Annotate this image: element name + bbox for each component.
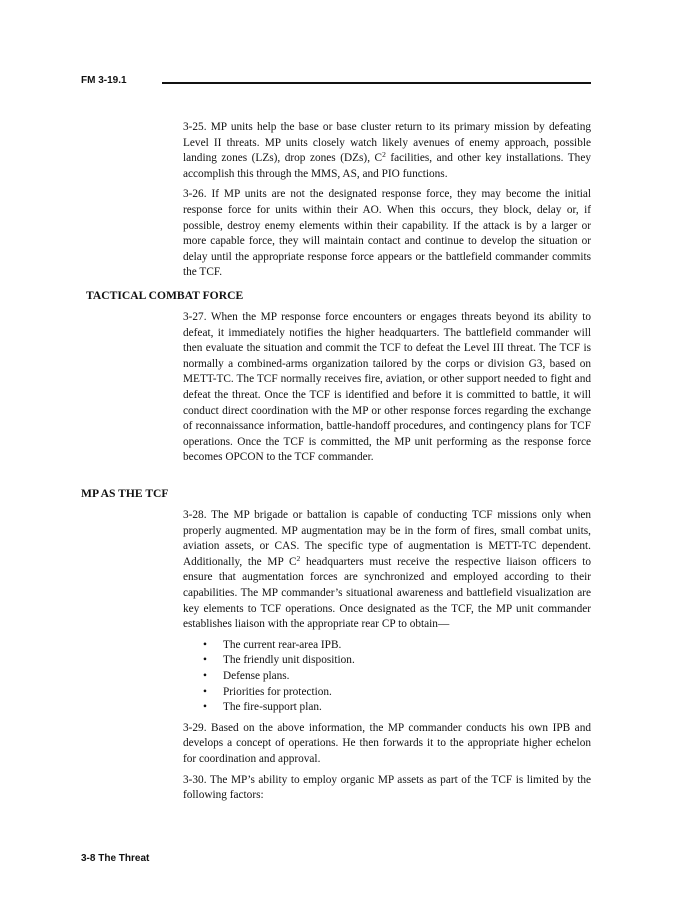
- block-1: [183, 120, 591, 286]
- manual-id: FM 3-19.1: [81, 75, 127, 86]
- paragraph-3-25-part-b: facilities, and other key installations. They accomplish this through the MMS, AS, and PIO functions.: [183, 152, 591, 180]
- obtain-list: [183, 638, 591, 716]
- paragraph-3-25-part-a: 3-25. MP units help the base or base cluster return to its primary mission by defeating Level II threats. MP units closely watch likely avenues of enemy approach, possible landing zones (LZs), drop zones (DZs), C: [183, 121, 591, 165]
- heading-mp-as-the-tcf: MP AS THE TCF: [81, 487, 169, 500]
- block-2: [183, 310, 591, 471]
- list-item: • The current rear-area IPB.: [183, 638, 591, 654]
- paragraph-3-25-sup: 2: [382, 150, 386, 160]
- paragraph-3-27: 3-27. When the MP response force encounters or engages threats beyond its ability to defeat, it immediately notifies the higher headquarters. The battlefield commander will then evaluate the situation and commit the TCF to defeat the Level III threat. The TCF is normally a combined-arms organization tailored by the corps or division G3, based on METT-TC. The TCF normally receives fire, aviation, or other support needed to fight and defeat the threat. Once the TCF is identified and before it is committed to battle, it will conduct direct coordination with the MP or other response forces regarding the exchange of reconnaissance information, battle-handoff procedures, and contingency plans for TCF operations. Once the TCF is committed, the MP unit performing as the response force becomes OPCON to the TCF commander.: [183, 311, 591, 464]
- paragraph-3-26: 3-26. If MP units are not the designated response force, they may become the initial response force for units within their AO. When this occurs, they block, delay or, if possible, destroy enemy elements within their capability. If the attack is by a larger or more capable force, they will maintain contact and continue to develop the situation or delay until the appropriate response force appears or the battlefield commander commits the TCF.: [183, 188, 591, 279]
- list-item: • Defense plans.: [183, 669, 591, 685]
- list-item: • The fire-support plan.: [183, 700, 591, 716]
- header-rule: [162, 82, 591, 84]
- paragraph-3-28: [183, 508, 591, 633]
- paragraph-3-28-sup: 2: [296, 553, 301, 563]
- page-footer: 3-8 The Threat: [81, 853, 150, 864]
- block-3: [183, 508, 591, 809]
- paragraph-3-29: 3-29. Based on the above information, the MP commander conducts his own IPB and develops a concept of operations. He then forwards it to the appropriate higher echelon for coordination and approval.: [183, 721, 591, 765]
- paragraph-3-28-part-b: headquarters must receive the respective liaison officers to ensure that augmentation forces are synchronized and employed according to their capabilities. The MP commander’s situational awareness and battlefield visualization are key elements to TCF operations. Once designated as the TCF, the MP unit commander establishes liaison with the appropriate rear CP to obtain—: [183, 555, 591, 631]
- list-item: • Priorities for protection.: [183, 685, 591, 701]
- heading-tactical-combat-force: TACTICAL COMBAT FORCE: [86, 289, 244, 302]
- paragraph-3-25: [183, 120, 591, 182]
- list-item: • The friendly unit disposition.: [183, 653, 591, 669]
- paragraph-3-28-part-a: 3-28. The MP brigade or battalion is capable of conducting TCF missions only when properly augmented. MP augmentation may be in the form of fires, small combat units, aviation assets, or CAS. The specific type of augmentation is METT-TC dependent. Additionally, the MP C: [183, 509, 591, 568]
- paragraph-3-30: 3-30. The MP’s ability to employ organic MP assets as part of the TCF is limited by the following factors:: [183, 773, 591, 802]
